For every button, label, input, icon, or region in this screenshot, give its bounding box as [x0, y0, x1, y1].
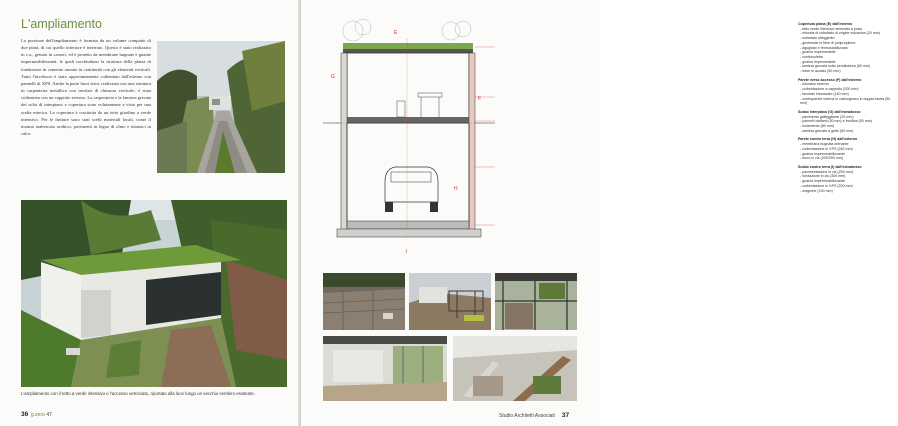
legend-group-e [798, 22, 898, 74]
legend-item: - pannelli radianti (50 mm) e livellina (50 mm) [800, 119, 872, 124]
legend-item: - fondazione in cls (300 mm) [800, 174, 846, 179]
section-letter-i: I [406, 249, 408, 255]
legend-item: - pavimento galleggiante (20 mm) [800, 114, 854, 119]
magazine-name: g.zero [31, 412, 45, 418]
legend-head: Parete verso accesso (F) dall'esterno [798, 77, 862, 82]
legend-item: - guaina impermeabilizzante [800, 151, 845, 156]
right-page [301, 0, 891, 426]
photo-construction-2 [409, 273, 491, 330]
page-title: L'ampliamento [21, 17, 102, 31]
page-folio [21, 411, 52, 418]
legend-item: - isolamento (80 mm) [800, 124, 834, 129]
section-letter-h: H [454, 186, 458, 192]
section-letter-g: G [331, 74, 335, 80]
legend-item: - controparete interna in cartongesso in doppia lastra (50 mm) [800, 96, 891, 106]
photo-garden-path [157, 41, 285, 173]
body-text: La porzione dell'ampliamento è formata da un volume compatto di due piani, di cui quello inferiore è interrato. Questo è stato realizzato in c.a., gettato in casseri, ed è protetto da membrane bugnate e guaine impermeabilizzanti, le quali racchiudono la struttura della platea di fondazione in cemento armato in continuità con gli elementi verticali. Tutto l'involucro è stato opportunamente coibentato dall'esterno con pannelli di XPS. Anche la parte fuori terra, realizzata con una struttura in carpenteria metallica con tavolati di chiusura verticale, è stata coibentata con un cappotto esterno. La carpenteria e la lamiera grecata dei solai di interpiano e copertura sono volutamente a vista per una scelta estetica. La copertura è costituita da un tetto giardino a verde intensivo. Per le finiture sono stati scelti materiali locali, come il marmo arabescato orobico, pavimenti in legno di olmo e intonaci in calce. [21, 38, 151, 137]
legend-group-i [798, 165, 898, 193]
legend-item: - coibentazione in XPS (240 mm) [800, 146, 853, 151]
legend-item: - muro in cls (200/250 mm) [800, 156, 843, 161]
right-folio [499, 412, 569, 419]
legend-item: - substrato alleggerito [800, 36, 835, 41]
legend-item: - tavolato intonacato (140 mm) [800, 91, 849, 96]
section-letter-e: E [394, 30, 398, 36]
photo-construction-5 [453, 336, 577, 401]
legend-item: - coibentazione in XPS (200 mm) [800, 183, 853, 188]
legend-item: - tetto verde intensivo seminato a prato [800, 26, 863, 31]
legend-head: Solaio contro terra (I) dall'estradosso [798, 164, 862, 169]
legend-item: - lamiera grecata a getto (60 mm) [800, 128, 854, 133]
page-number: 37 [561, 412, 570, 419]
legend-item: - guaina impermeabilizzante [800, 179, 845, 184]
legend-item: - agugliato e termostabilizzato [800, 45, 848, 50]
legend-head: Parete contro terra (H) dall'esterno [798, 137, 858, 142]
legend-item: - coibentazione a cappotto (200 mm) [800, 87, 859, 92]
legend-item: - magrone (100 mm) [800, 188, 833, 193]
photo-green-roof-house [21, 200, 287, 387]
legend-group-g [798, 110, 898, 134]
legend-item: - intonaco esterno [800, 82, 829, 87]
construction-legend [798, 22, 898, 193]
photo-construction-4 [323, 336, 447, 401]
legend-item: - guaina impermeabile [800, 50, 836, 55]
photo-construction-3 [495, 273, 577, 330]
legend-item: - controsoletta [800, 54, 823, 59]
photo-construction-1 [323, 273, 405, 330]
legend-item: - trave in acciaio (80 mm) [800, 69, 841, 74]
section-drawing [323, 17, 495, 261]
legend-item: - miscela di substrato di origine vulcanica (20 mm) [800, 31, 880, 36]
legend-item: - pavimentazione in cls (200 mm) [800, 169, 853, 174]
legend-group-h [798, 137, 898, 161]
photo-caption: L'ampliamento con il tetto a verde intensivo e l'accesso vetrociato, riportato alla luce lungo un vecchio sentiero esistente. [21, 391, 256, 396]
legend-item: - membrana bugnata drenante [800, 142, 849, 147]
magazine-issue: 47 [46, 412, 52, 418]
page-number: 36 [21, 411, 29, 418]
studio-name: Studio Architetti Associati [499, 413, 555, 419]
legend-group-f [798, 78, 898, 106]
legend-item: - guaina impermeabile [800, 59, 836, 64]
left-page [0, 0, 299, 426]
legend-item: - lamiera grecata sotto pendinatura (60 mm) [800, 64, 871, 69]
legend-head: Copertura piana (E) dall'esterno [798, 22, 853, 26]
legend-item: - geotessile in fibre di polipropilene [800, 40, 856, 45]
section-letter-f: F [478, 96, 482, 102]
legend-head: Solaio interpiano (G) dall'estradosso [798, 109, 861, 114]
